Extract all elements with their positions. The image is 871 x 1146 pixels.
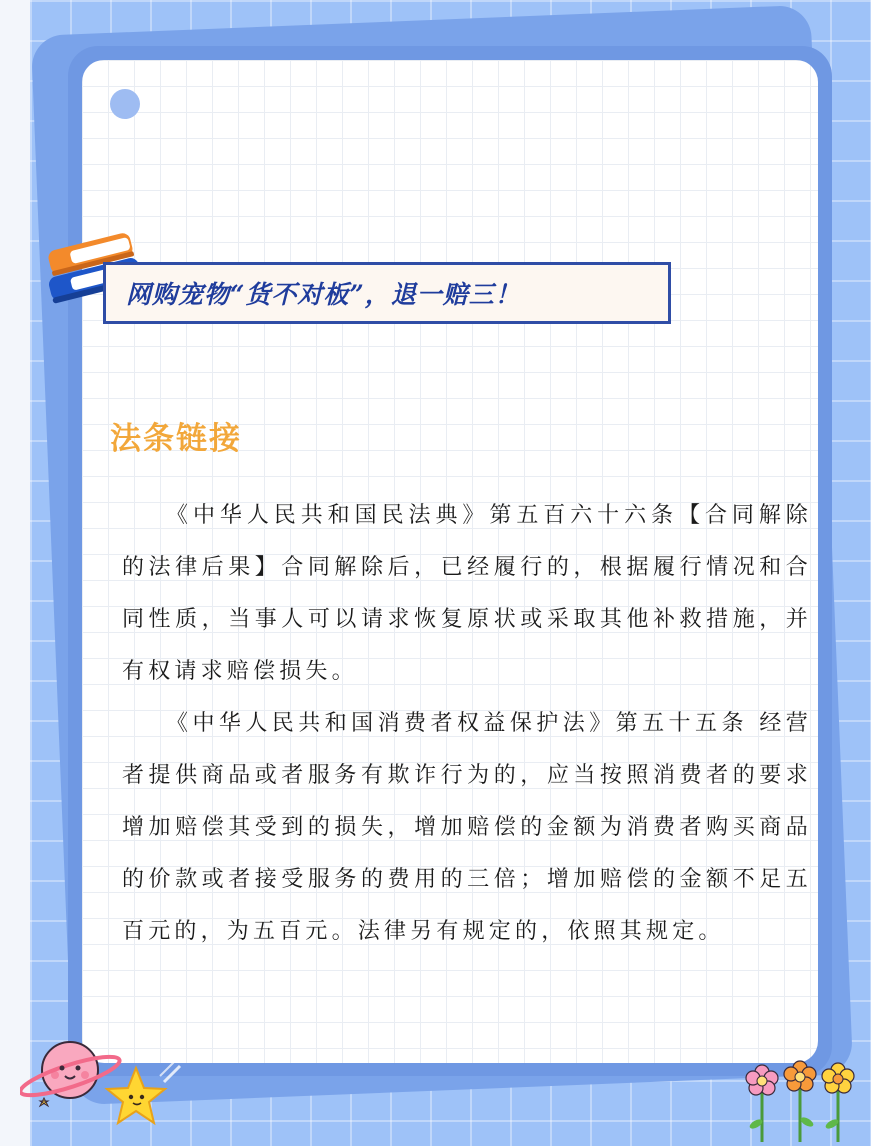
section-title: 法条链接 bbox=[110, 421, 242, 457]
flowers-icon bbox=[740, 1058, 860, 1146]
law-paragraph-civil-code: 《中华人民共和国民法典》第五百六十六条【合同解除的法律后果】合同解除后，已经履行的，根据履行情况和合同性质，当事人可以请求恢复原状或采取其他补救措施，并有权请求赔偿损失。 bbox=[122, 503, 812, 684]
law-text bbox=[122, 490, 812, 958]
law-paragraph-consumer-law: 《中华人民共和国消费者权益保护法》第五十五条 经营者提供商品或者服务有欺诈行为的，应当按照消费者的要求增加赔偿其受到的损失，增加赔偿的金额为消费者购买商品的价款或者接受服务的费用的三倍；增加赔偿的金额不足五百元的，为五百元。法律另有规定的，依照其规定。 bbox=[122, 711, 812, 944]
binder-hole-icon bbox=[110, 89, 140, 119]
left-margin-strip bbox=[0, 0, 30, 1146]
page-title: 网购宠物“货不对板”，退一赔三！ bbox=[126, 280, 521, 309]
title-banner bbox=[103, 262, 671, 324]
star-icon bbox=[92, 1062, 182, 1132]
